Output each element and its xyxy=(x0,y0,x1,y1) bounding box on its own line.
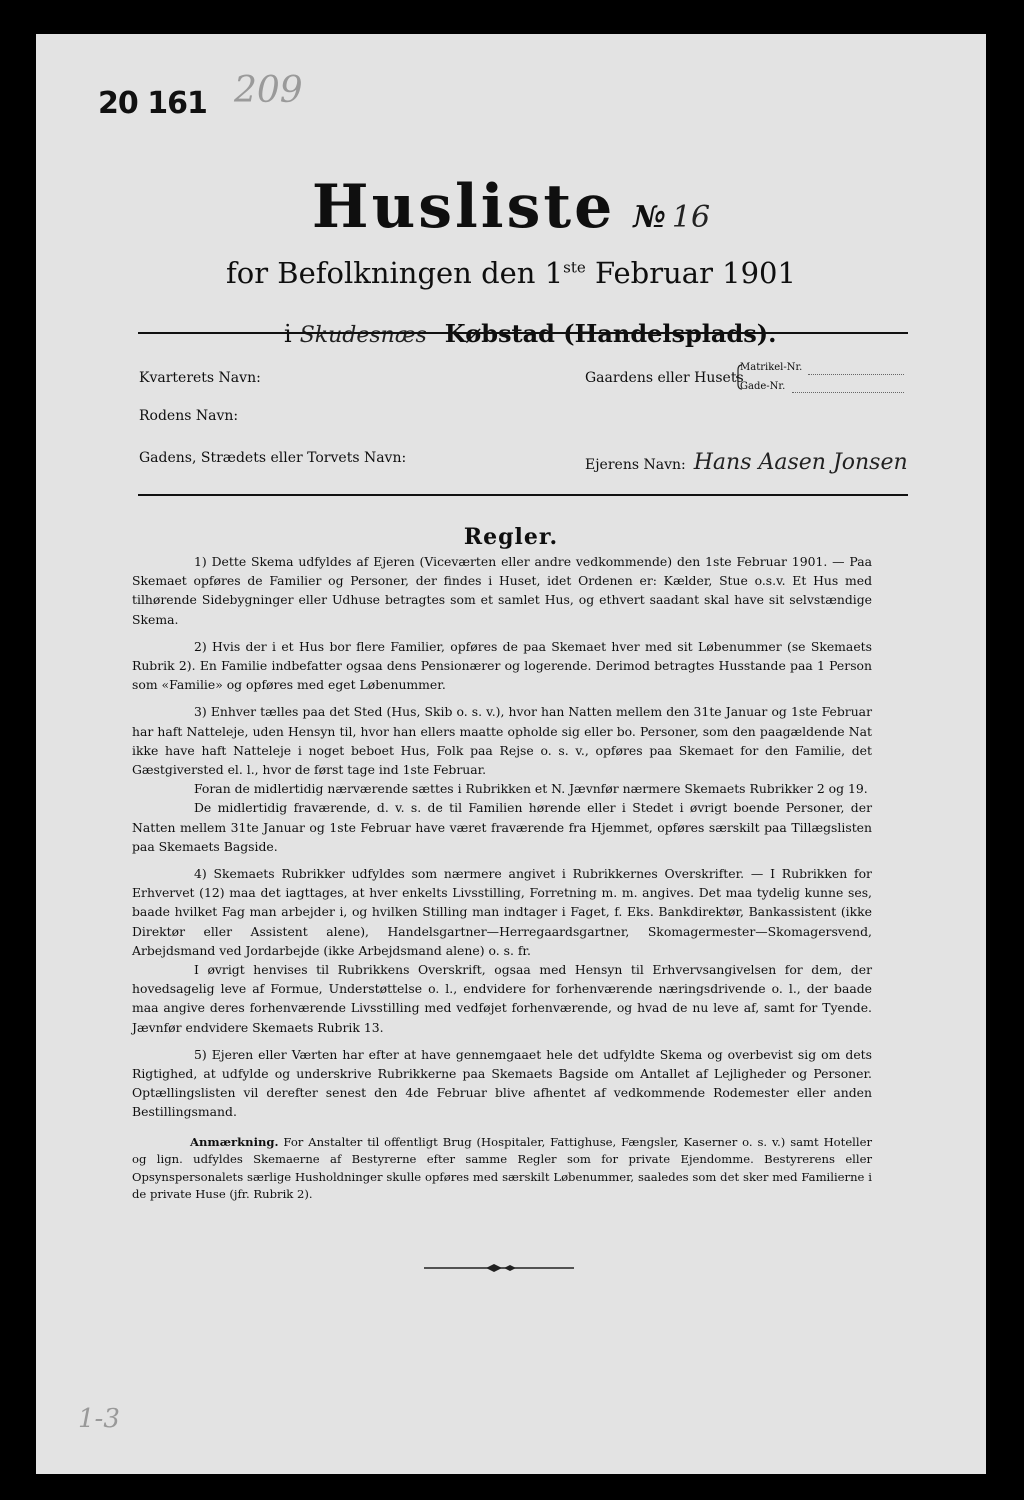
gadenr-line xyxy=(792,392,904,393)
gaard-label: Gaardens eller Husets xyxy=(585,370,744,386)
list-number: 16 xyxy=(671,200,711,235)
rule-5: 5) Ejeren eller Værten har efter at have gennemgaaet hele det udfyldte Skema og overbevist sig om dets Rigtighed, at udfylde og underskrive Rubrikkerne paa Skemaets Bagside om Antallet af Lejligheder og Personer. Optællingslisten vil derefter senest den 4de Februar blive afhentet af vedkommende Rodemester eller anden Bestillingsmand. xyxy=(132,1046,872,1120)
rule-4: 4) Skemaets Rubrikker udfyldes som nærmere angivet i Rubrikkernes Overskrifter. — I Rubrikken for Erhvervet (12) maa det iagttages, at hver enkelts Livsstilling, Forretning m. m. angives. Det maa tydelig kunne ses, baade hvilket Fag man arbejder i, og hvilken Stilling man indtager i Faget, f. Eks. Bankdirektør, Bankassistent (ikke Direktør eller Assistent alene), Handelsgartner—Herregaardsgartner, Skomagermester—Skomagersvend, Arbejdsmand ved Jordarbejde (ikke Arbejdsmand alene) o. s. fr. xyxy=(132,866,872,958)
census-form-page xyxy=(36,34,986,1474)
rule-3c: De midlertidig fraværende, d. v. s. de til Familien hørende eller i Stedet i øvrigt boende Personer, der Natten mellem 31te Januar og 1ste Februar have været fraværende fra Hjemmet, opføres særskilt paa Tillægslisten paa Skemaets Bagside. xyxy=(132,800,872,854)
gade-label: Gadens, Strædets eller Torvets Navn: xyxy=(139,450,407,466)
subtitle-suffix: Februar 1901 xyxy=(585,256,796,290)
rules-heading: Regler. xyxy=(463,524,559,550)
matrikel-line xyxy=(808,374,904,375)
matrikel-label: Matrikel-Nr. xyxy=(740,362,803,373)
number-label: № xyxy=(633,200,666,235)
town-prefix: i xyxy=(284,320,292,348)
title-block xyxy=(36,172,986,242)
town-type: Købstad (Handelsplads). xyxy=(444,319,777,348)
pencil-number: 209 xyxy=(234,70,303,111)
subtitle xyxy=(36,256,986,290)
rule-2: 2) Hvis der i et Hus bor flere Familier, opføres de paa Skemaet hver med sit Løbenummer (se Skemaets Rubrik 2). En Familie indbefatter ogsaa dens Pensionærer og logerende. Derimod betragtes Husstande paa 1 Person som «Familie» og opføres med eget Løbenummer. xyxy=(132,638,872,693)
kvarter-label: Kvarterets Navn: xyxy=(139,370,261,386)
bottom-rule xyxy=(138,494,908,496)
town-name: Skudesnæs xyxy=(299,323,427,348)
ornament-divider xyxy=(424,1262,574,1274)
remark xyxy=(132,1134,872,1204)
rule-4b: I øvrigt henvises til Rubrikkens Overskrift, ogsaa med Hensyn til Erhvervsangivelsen for dem, der hovedsagelig leve af Formue, Understøttelse o. l., endvidere for forhenværende næringsdrivende o. l., der baade maa angive deres forhenværende Livsstilling med vedføjet forhenværende, og hvad de nu leve af, samt for Tyende. Jævnfør endvidere Skemaets Rubrik 13. xyxy=(132,962,872,1035)
top-rule xyxy=(138,332,908,334)
ejer-label: Ejerens Navn: Hans Aasen Jonsen xyxy=(585,450,908,475)
subtitle-sup: ste xyxy=(563,258,586,277)
page-title: Husliste xyxy=(311,172,616,242)
roden-label: Rodens Navn: xyxy=(139,408,239,424)
gadenr-label: Gade-Nr. xyxy=(740,381,786,392)
rule-3: 3) Enhver tælles paa det Sted (Hus, Skib o. s. v.), hvor han Natten mellem den 31te Januar og 1ste Februar har haft Natteleje, uden Hensyn til, hvor han ellers maatte opholde sig eller bo. Personer, som den paagældende Nat ikke have haft Natteleje i noget beboet Hus, Folk paa Rejse o. s. v., opføres paa Skemaet for den Familie, det Gæstgiversted el. l., hvor de først tage ind 1ste Februar. xyxy=(132,704,872,778)
rule-1: 1) Dette Skema udfyldes af Ejeren (Viceværten eller andre vedkommende) den 1ste Februar 1901. — Paa Skemaet opføres de Familier og Personer, der findes i Huset, idet Ordenen er: Kælder, Stue o.s.v. Et Hus med tilhørende Sidebygninger eller Udhuse betragtes som et samlet Hus, og ethvert saadant skal have sit selvstændige Skema. xyxy=(132,554,872,627)
archive-number: 20 161 xyxy=(98,86,207,121)
corner-mark: 1-3 xyxy=(78,1404,120,1434)
remark-text: For Anstalter til offentligt Brug (Hospitaler, Fattighuse, Fængsler, Kaserner o. s. v.) samt Hoteller og lign. udfyldes Skemaerne af Bestyrerne efter samme Regler som for private Ejendomme. Bestyrerens eller Opsynspersonalets særlige Husholdninger skulle opføres med særskilt Løbenummer, saaledes som det sker med Familierne i de private Huse (jfr. Rubrik 2). xyxy=(132,1135,872,1202)
owner-name: Hans Aasen Jonsen xyxy=(693,450,908,475)
subtitle-prefix: for Befolkningen den 1 xyxy=(226,256,564,290)
rules-body xyxy=(132,552,872,1130)
remark-label: Anmærkning. xyxy=(190,1135,279,1149)
rule-3b: Foran de midlertidig nærværende sættes i Rubrikken et N. Jævnfør nærmere Skemaets Rubrikker 2 og 19. xyxy=(194,781,868,797)
